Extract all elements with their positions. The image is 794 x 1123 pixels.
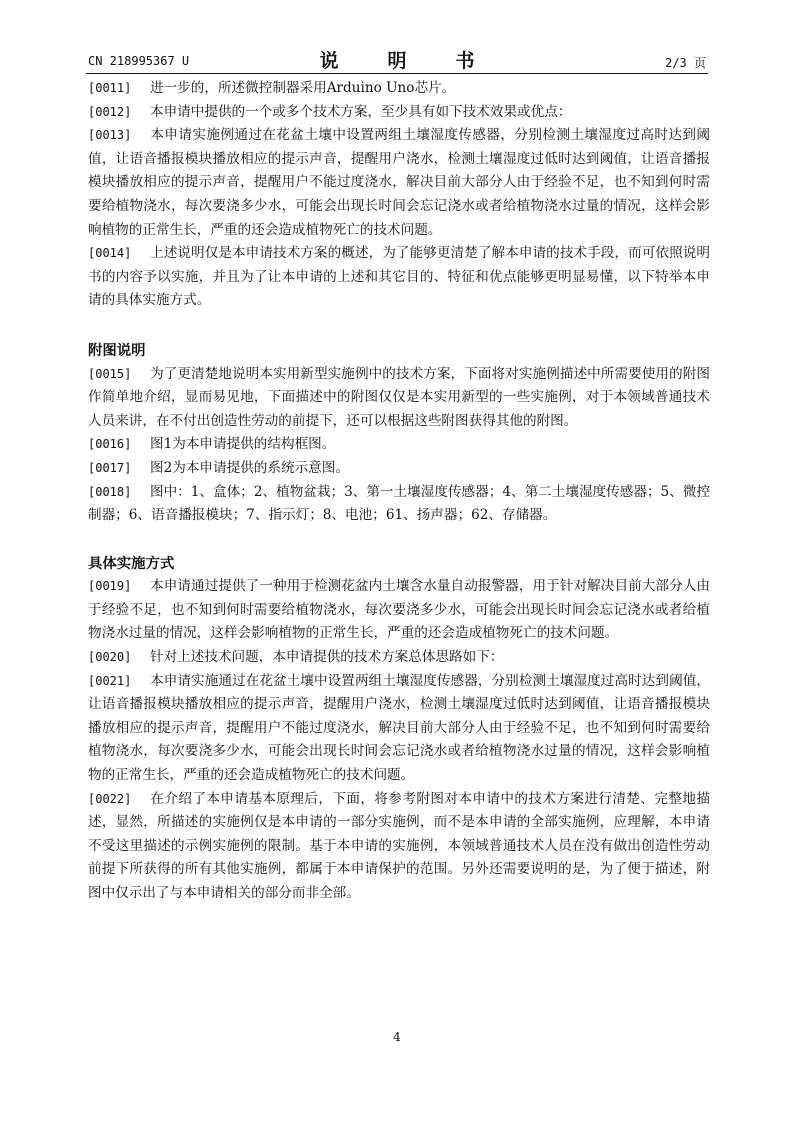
publication-number: CN 218995367 U [88,54,190,68]
paragraph-number: [0013] [88,128,132,143]
page-indicator: 2/3 页 [665,56,706,70]
paragraph-text: 为了更清楚地说明本实用新型实施例中的技术方案，下面将对实施例描述中所需要使用的附图作简单地介绍，显而易见地，下面描述中的附图仅仅是本实用新型的一些实施例，对于本领域普通技术人员来讲，在不付出创造性劳动的前提下，还可以根据这些附图获得其他的附图。 [88,365,710,429]
header-divider [86,73,708,74]
paragraph [88,457,710,481]
page-number: 4 [393,1030,401,1044]
paragraph [88,101,710,125]
document-body [88,77,710,906]
paragraph [88,788,710,906]
paragraph-number: [0014] [88,246,132,261]
paragraph-text: 本申请实施通过在花盆土壤中设置两组土壤湿度传感器，分别检测土壤湿度过高时达到阈值，让语音播报模块播放相应的提示声音，提醒用户浇水，检测土壤湿度过低时达到阈值，让语音播报模块播放相应的提示声音，提醒用户不能过度浇水，解决目前大部分人由于经验不足，也不知到何时需要给植物浇水，每次要浇多少水，可能会出现长时间会忘记浇水或者给植物浇水过量的情况，这样会影响植物的正常生长，严重的还会造成植物死亡的技术问题。 [88,672,710,784]
section-drawings [88,339,710,528]
paragraph-number: [0017] [88,460,132,475]
paragraph [88,77,710,101]
paragraph-number: [0015] [88,366,132,381]
paragraph-text: 在介绍了本申请基本原理后，下面，将参考附图对本申请中的技术方案进行清楚、完整地描述，显然，所描述的实施例仅是本申请的一部分实施例，而不是本申请的全部实施例，应理解，本申请不受这里描述的示例实施例的限制。基于本申请的实施例，本领域普通技术人员在没有做出创造性劳动前提下所获得的所有其他实施例，都属于本申请保护的范围。另外还需要说明的是，为了便于描述，附图中仅示出了与本申请相关的部分而非全部。 [88,790,710,901]
paragraph [88,646,710,670]
paragraph-number: [0022] [88,791,132,806]
paragraph [88,481,710,528]
paragraph-text: 进一步的，所述微控制器采用Arduino Uno芯片。 [150,80,456,96]
paragraph-text: 本申请中提供的一个或多个技术方案，至少具有如下技术效果或优点： [150,103,572,120]
paragraph [88,433,710,457]
paragraph [88,124,710,242]
paragraph-number: [0019] [88,579,132,594]
paragraph-text: 针对上述技术问题，本申请提供的技术方案总体思路如下： [150,649,504,666]
paragraph-text: 本申请实施例通过在花盆土壤中设置两组土壤湿度传感器，分别检测土壤湿度过高时达到阈值，让语音播报模块播放相应的提示声音，提醒用户浇水，检测土壤湿度过低时达到阈值，让语音播报模块播放相应的提示声音，提醒用户不能过度浇水，解决目前大部分人由于经验不足，也不知到何时需要给植物浇水，每次要浇多少水，可能会出现长时间会忘记浇水或者给植物浇水过量的情况，这样会影响植物的正常生长，严重的还会造成植物死亡的技术问题。 [88,127,710,238]
paragraph [88,242,710,313]
paragraph-number: [0016] [88,437,132,452]
paragraph [88,670,710,788]
paragraph-number: [0011] [88,81,132,95]
section-heading: 附图说明 [88,341,146,359]
section-summary [88,77,710,313]
paragraph-number: [0020] [88,650,132,665]
paragraph-text: 本申请通过提供了一种用于检测花盆内土壤含水量自动报警器，用于针对解决目前大部分人由于经验不足，也不知到何时需要给植物浇水，每次要浇多少水，可能会出现长时间会忘记浇水或者给植物浇水过量的情况，这样会影响植物的正常生长，严重的还会造成植物死亡的技术问题。 [88,578,710,642]
paragraph-text: 图1为本申请提供的结构框图。 [150,436,336,453]
paragraph-number: [0021] [88,673,132,688]
document-title: 说 明 书 [319,50,490,72]
paragraph-text: 上述说明仅是本申请技术方案的概述，为了能够更清楚了解本申请的技术手段，而可依照说明书的内容予以实施，并且为了让本申请的上述和其它目的、特征和优点能够更明显易懂，以下特举本申请的具体实施方式。 [88,245,710,309]
section-embodiments [88,552,710,906]
paragraph-number: [0018] [88,484,132,499]
paragraph [88,363,710,434]
paragraph-text: 图2为本申请提供的系统示意图。 [150,459,349,476]
paragraph [88,575,710,646]
paragraph-text: 图中：1、盒体；2、植物盆栽；3、第一土壤湿度传感器；4、第二土壤湿度传感器；5、微控制器；6、语音播报模块；7、指示灯；8、电池；61、扬声器；62、存储器。 [88,483,710,524]
paragraph-number: [0012] [88,104,132,119]
section-heading: 具体实施方式 [88,554,175,572]
